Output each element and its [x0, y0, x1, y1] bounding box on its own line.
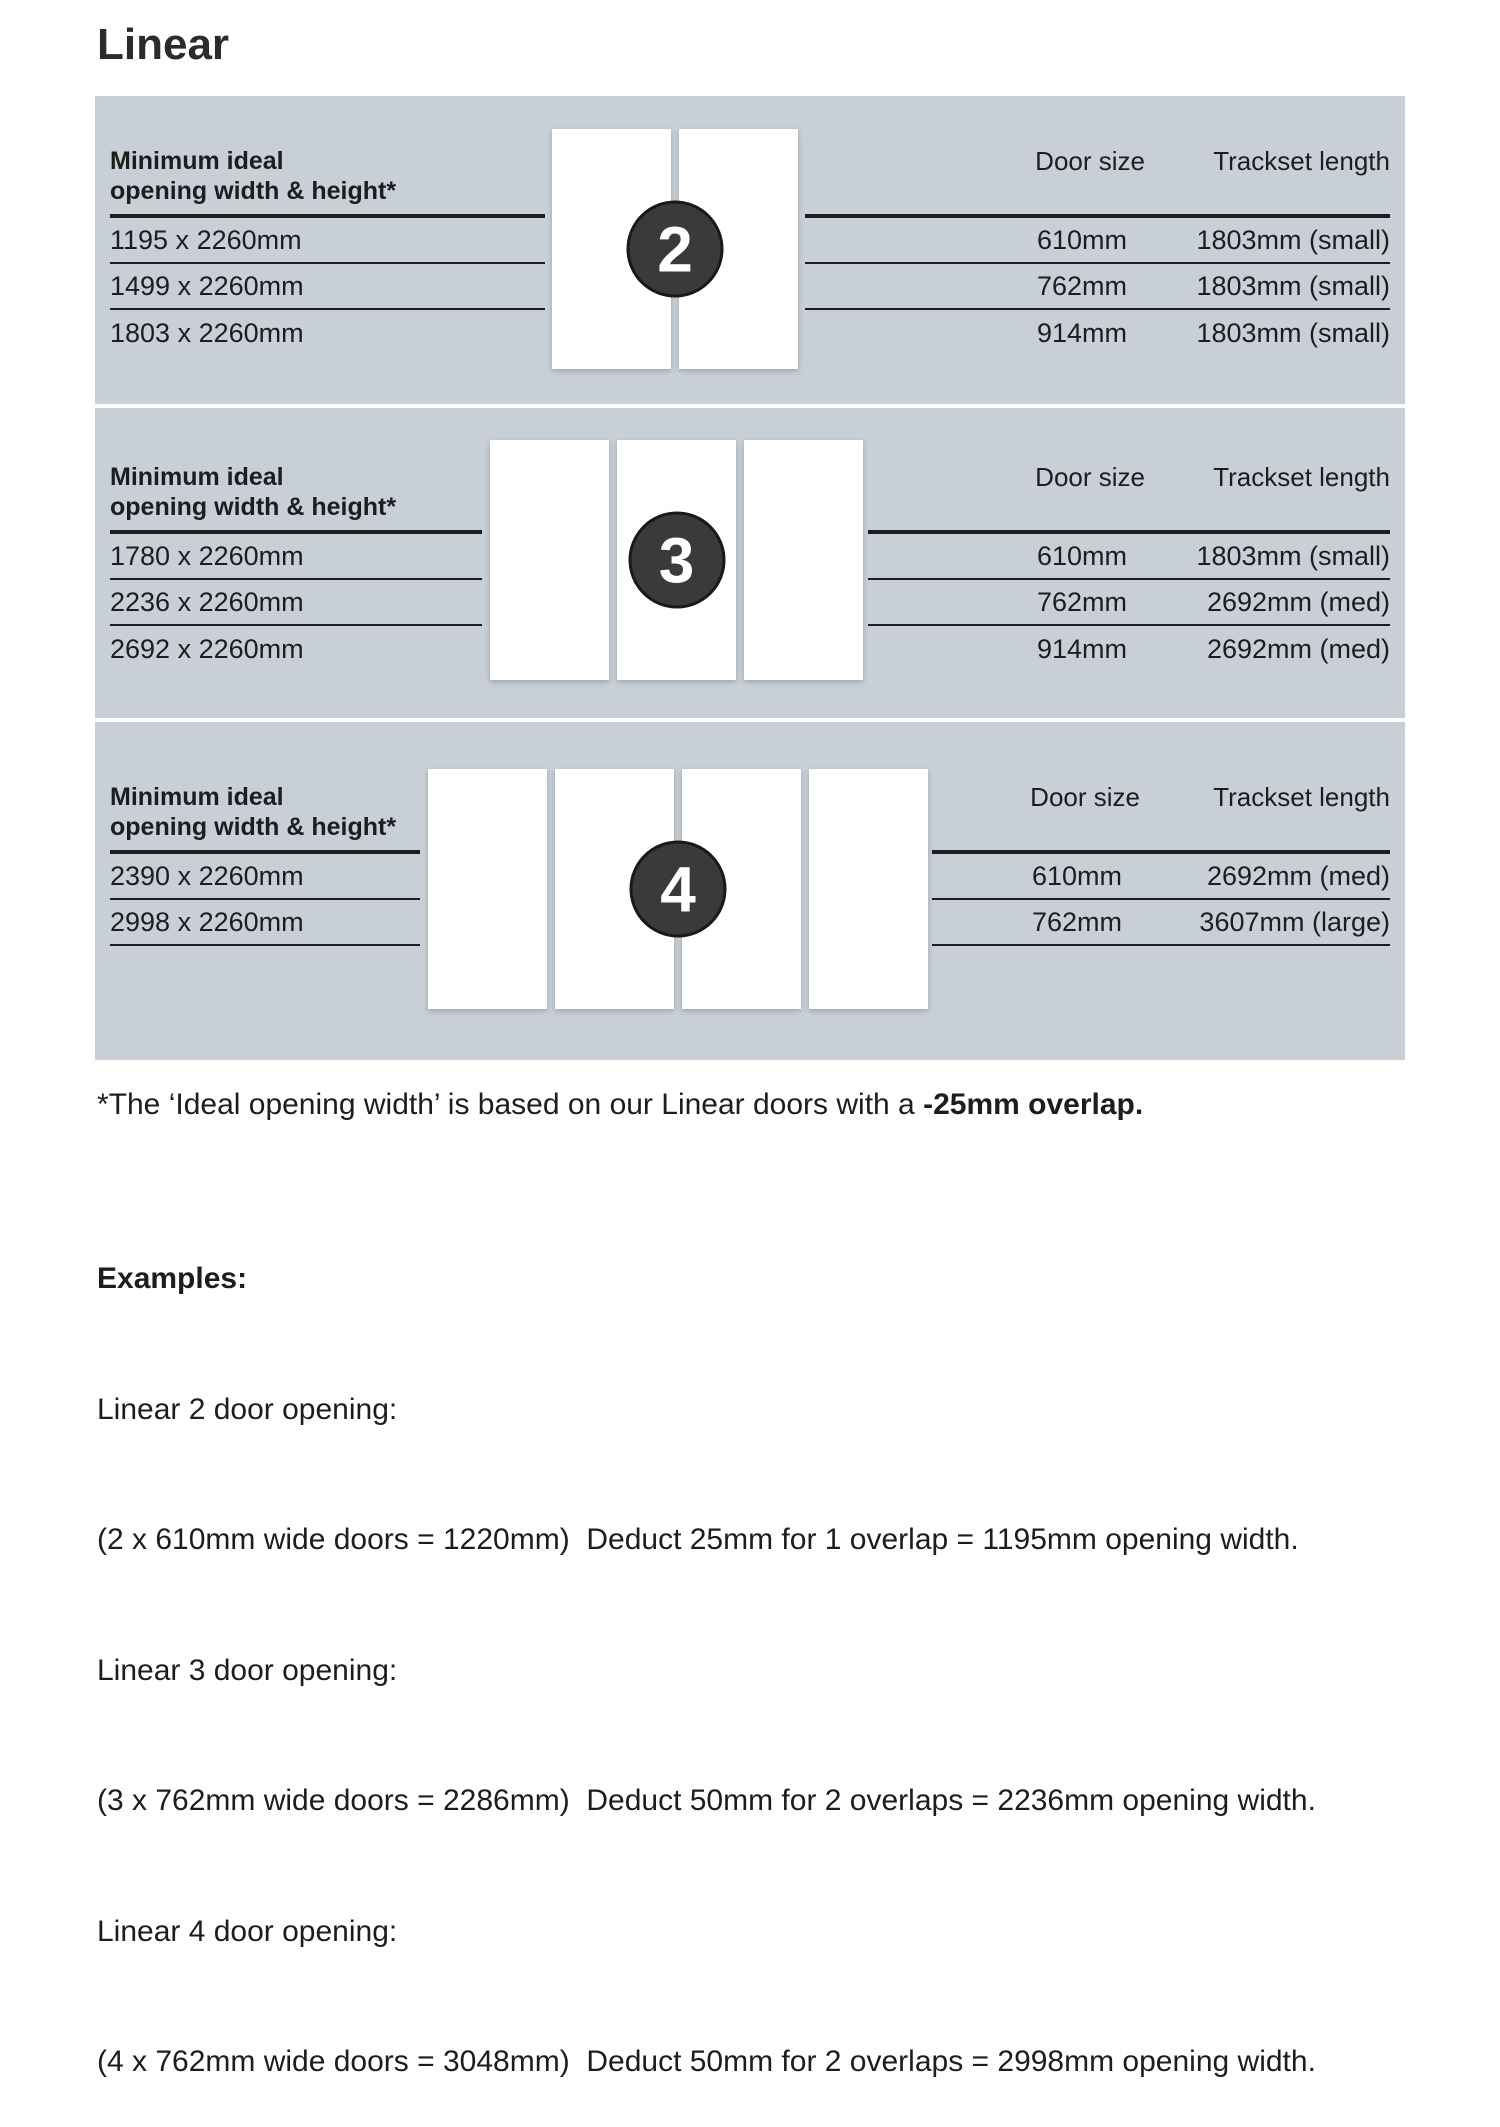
- opening-size-value: 1780 x 2260mm: [110, 540, 304, 571]
- footnote-bold-text: -25mm overlap.: [923, 1088, 1144, 1121]
- opening-size-row: [110, 900, 420, 946]
- size-table-header: [868, 462, 1390, 534]
- size-table-2door: [805, 146, 1390, 356]
- opening-header-line1: Minimum ideal: [110, 783, 284, 811]
- linear-3-door-section: [95, 404, 1405, 718]
- door-panel: [809, 769, 928, 1009]
- size-table-row: [868, 580, 1390, 626]
- linear-2-door-section: [95, 96, 1405, 404]
- opening-size-value: 2998 x 2260mm: [110, 906, 304, 937]
- three-door-diagram: [490, 440, 863, 680]
- footnote: [97, 1088, 1143, 1122]
- opening-size-column-2door: [110, 146, 545, 356]
- trackset-length-value: 3607mm (large): [1199, 906, 1390, 937]
- opening-size-value: 1195 x 2260mm: [110, 224, 302, 255]
- door-size-value: 914mm: [1036, 633, 1127, 664]
- size-chart-panel: [95, 96, 1405, 1060]
- opening-header-line2: opening width & height*: [110, 493, 397, 521]
- size-table-row: [805, 264, 1390, 310]
- footnote-text: *The ‘Ideal opening width’ is based on our Linear doors with a: [97, 1088, 924, 1121]
- trackset-length-value: 1803mm (small): [1196, 317, 1390, 348]
- door-panel: [428, 769, 547, 1009]
- size-table-header: [805, 146, 1390, 218]
- size-table-row: [868, 626, 1390, 672]
- door-size-value: 610mm: [1031, 860, 1122, 891]
- door-panel: [744, 440, 863, 680]
- opening-size-value: 1499 x 2260mm: [110, 270, 304, 301]
- opening-size-row: [110, 264, 545, 310]
- opening-size-row: [110, 580, 482, 626]
- door-panel: [490, 440, 609, 680]
- opening-header-line1: Minimum ideal: [110, 147, 284, 175]
- example-line: (4 x 762mm wide doors = 3048mm) Deduct 50mm for 2 overlaps = 2998mm opening width.: [97, 2045, 1316, 2078]
- opening-column-header: [110, 782, 420, 854]
- opening-size-row: [110, 854, 420, 900]
- four-door-diagram: [428, 769, 928, 1009]
- example-line: Linear 2 door opening:: [97, 1392, 398, 1426]
- door-count-badge: 4: [630, 841, 727, 938]
- door-size-value: 610mm: [1036, 540, 1127, 571]
- examples-block: [97, 1170, 1316, 2127]
- example-line: Linear 3 door opening:: [97, 1653, 398, 1687]
- trackset-length-value: 1803mm (small): [1196, 224, 1390, 255]
- opening-size-value: 1803 x 2260mm: [110, 317, 304, 348]
- linear-4-door-section: [95, 718, 1405, 1060]
- door-size-value: 914mm: [1036, 317, 1127, 348]
- opening-size-value: 2692 x 2260mm: [110, 633, 304, 664]
- size-table-row: [805, 310, 1390, 356]
- opening-header-line2: opening width & height*: [110, 813, 397, 841]
- size-table-row: [932, 900, 1390, 946]
- size-table-header: [932, 782, 1390, 854]
- trackset-length-column-header: Trackset length: [1213, 462, 1390, 492]
- two-door-diagram: [552, 129, 798, 369]
- trackset-length-value: 2692mm (med): [1206, 633, 1390, 664]
- trackset-length-value: 1803mm (small): [1196, 540, 1390, 571]
- door-count-badge: 2: [627, 201, 724, 298]
- opening-size-row: [110, 534, 482, 580]
- opening-size-column-4door: [110, 782, 420, 946]
- door-size-value: 762mm: [1036, 270, 1127, 301]
- door-size-column-header: Door size: [1035, 462, 1145, 492]
- size-table-row: [868, 534, 1390, 580]
- example-line: (3 x 762mm wide doors = 2286mm) Deduct 50mm for 2 overlaps = 2236mm opening width.: [97, 1784, 1316, 1817]
- door-size-column-header: Door size: [1035, 146, 1145, 176]
- opening-size-row: [110, 626, 482, 672]
- opening-header-line2: opening width & height*: [110, 177, 397, 205]
- trackset-length-value: 2692mm (med): [1206, 586, 1390, 617]
- size-table-row: [805, 218, 1390, 264]
- trackset-length-column-header: Trackset length: [1213, 146, 1390, 176]
- size-table-4door: [932, 782, 1390, 946]
- opening-column-header: [110, 462, 482, 534]
- opening-header-line1: Minimum ideal: [110, 463, 284, 491]
- example-line: Linear 4 door opening:: [97, 1914, 398, 1948]
- opening-size-value: 2390 x 2260mm: [110, 860, 304, 891]
- example-line: (2 x 610mm wide doors = 1220mm) Deduct 25mm for 1 overlap = 1195mm opening width.: [97, 1523, 1299, 1556]
- examples-heading: Examples:: [97, 1262, 248, 1295]
- trackset-length-value: 1803mm (small): [1196, 270, 1390, 301]
- size-table-row: [932, 854, 1390, 900]
- page-title: Linear: [97, 20, 230, 69]
- opening-size-row: [110, 310, 545, 356]
- door-count-badge: 3: [628, 512, 725, 609]
- size-table-3door: [868, 462, 1390, 672]
- door-size-value: 762mm: [1031, 906, 1122, 937]
- opening-size-row: [110, 218, 545, 264]
- opening-column-header: [110, 146, 545, 218]
- opening-size-column-3door: [110, 462, 482, 672]
- opening-size-value: 2236 x 2260mm: [110, 586, 304, 617]
- door-size-value: 762mm: [1036, 586, 1127, 617]
- trackset-length-column-header: Trackset length: [1213, 782, 1390, 812]
- door-size-column-header: Door size: [1030, 782, 1140, 812]
- door-size-value: 610mm: [1036, 224, 1127, 255]
- trackset-length-value: 2692mm (med): [1206, 860, 1390, 891]
